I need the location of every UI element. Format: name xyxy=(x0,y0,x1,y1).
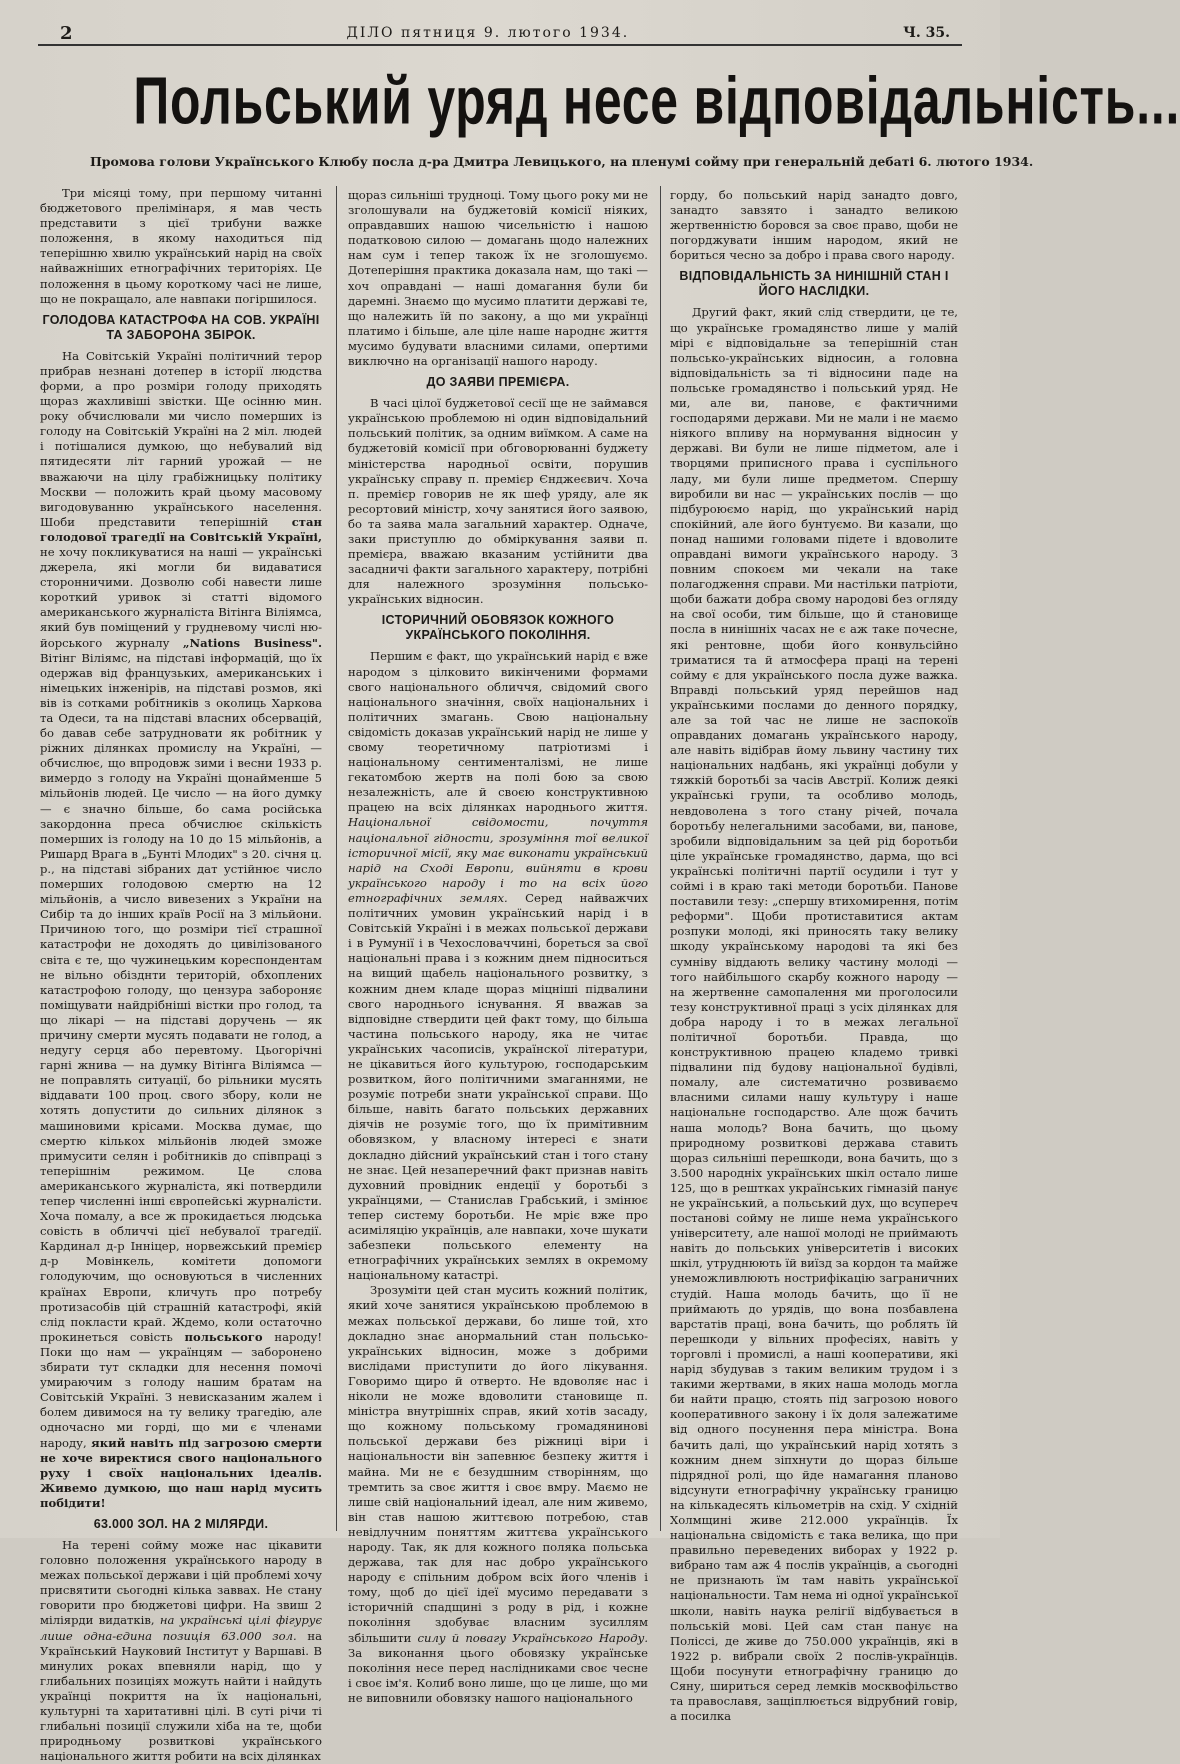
text-run: Зрозуміти цей стан мусить кожний політик, який хоче занятися українською проблемою в межах польської держави, бо лише той, хто докладно знає анормальний стан польсько-українських відносин, може з добрими вислідами приступити до його лікування. Говоримо щиро й отверто. Не вдоволяє нас і ніколи не може вдоволити становище п. міністра внутрішніх справ, який хотів засаду, що кожному польському громадянинові польської держави без ріжниці віри і національности він запевнює безпеку життя і майна. Ми не є безудшним створінням, що тремтить за своє життя і своє вмру. Маємо не лише свій національний ідеал, але ним живемо, він став нашою життєвою потребою, став невідлучним поняттям життєва українського народу. Так, як для кожного поляка польська держава, так для нас добро українського народу є спільним добром всіх його членів і тому, щоб до цієї ідеї мусимо передавати з історичній спадщині з роду в рід, і кожне покоління здобуває власним зусиллям збільшити xyxy=(348,1283,648,1645)
main-headline: Польський уряд несе відповідальність... xyxy=(133,62,1180,139)
text-run: На терені сойму може нас цікавити головно положення українського народу в межах польської держави і цій проблемі хочу присвятити сьогодні кілька заввах. Не стану говорити про бюджетові цифри. На звиш 2 міліярди видатків, xyxy=(40,1537,322,1628)
text-run: Серед найважчих політичних умовин український нарід і в Совітській Україні і в межах польської держави і в Румунії і в Чехословаччині, бореться за свої національні права і з кожним днем підноситься на вищий щабель національного розвитку, з кожним днем кладе щораз міцніші підвалини свого народнього існування. Я вважав за відповідне ствердити цей факт тому, що більша частина польського народу, яка не читає українських часописів, українскої літератури, не цікавиться його культурою, господарським розвитком, його політичними змаганнями, не розуміє потреби знати української справи. Що більше, навіть багато польських державних діячів не розуміє того, що їх примітивним обовязком, у власному інтересі є знати докладно дійсний український стан і того стану не знає. Цей незаперечний факт признав навіть духовний провідник ендеції у боротьбі з українцями, — Станислав Грабський, і змінює тепер систему боротьби. Не мріє вже про асиміляцію українців, але навпаки, хоче шукати забезпеки польського елементу на етнографічних українських землях в окремому національному катастрі. xyxy=(348,890,648,1283)
paragraph xyxy=(348,1283,648,1706)
paragraph: В часі цілої буджетової сесії ще не займався українською проблемою ні один відповідальний польський політик, за одним виїмком. А саме на буджетовій комісії при обговорюванні буджету міністерства народньої освіти, порушив українську справу п. премієр Єнджеєвич. Хоча п. премієр говорив не як шеф уряду, але як ресортовий міністр, хочу занятися його заявою, бо та заява мала загальний характер. Одначе, заки приступлю до обміркування заяви п. премієра, вважаю вказаним устійнити два засадничі факти загального характеру, потрібні для належного зрозуміння польсько-українських відносин. xyxy=(348,396,648,607)
section-heading: ГОЛОДОВА КАТАСТРОФА НА СОВ. УКРАЇНІ ТА ЗАБОРОНА ЗБІРОК. xyxy=(42,312,320,342)
text-run: на Український Науковий Інститут у Варшаві. В минулих роках впевняли нарід, що у глибальних позиціях можуть найти і найдуть українці покриття на їх національні, культурні та харитативні цілі. В суті річи ті глибальні позиції служили хіба на те, щоби природньому розвиткові українського національного життя робити на всіх ділянках xyxy=(40,1628,323,1764)
column-1 xyxy=(40,186,323,1764)
section-heading: ДО ЗАЯВИ ПРЕМІЄРА. xyxy=(426,375,570,390)
paragraph: горду, бо польський нарід занадто довго, занадто завзято і занадто великою жертвенністю боровся за своє право, щоби не погорджувати іншим народом, який не бориться чесно за добро і права свого народу. xyxy=(670,188,958,263)
issue-number: Ч. 35. xyxy=(903,25,950,41)
paragraph xyxy=(348,649,648,1283)
bold-text: польського xyxy=(184,1329,263,1344)
paragraph xyxy=(40,1538,322,1764)
text-run: На Совітській Україні політичний терор прибрав незнані дотепер в історії людства форми, а про розміри голоду приходять щораз жахливіші звістки. Ще осінню мин. року обчислювали ми число померших із голоду на Совітській Україні на 2 міл. людей і потішалися думкою, що небувалий від пятидесяти літ гарний урожай — не вважаючи на цілу грабіжницьку політику Москви — положить край цьому масовому вигодовуванню українського населення. Шоби представити теперішній xyxy=(40,348,322,529)
section-heading: ІСТОРИЧНИЙ ОБОВЯЗОК КОЖНОГО УКРАЇНСЬКОГО ПОКОЛІННЯ. xyxy=(381,613,615,643)
italic-text: на українські цілі фігурує лише одна-єдина позиція 63.000 зол. xyxy=(40,1613,323,1643)
article-subtitle: Промова голови Українського Клюбу посла д-ра Дмитра Левицького, на пленумі сойму при генеральній дебаті 6. лютого 1934. xyxy=(90,154,1034,169)
bold-text: „Nations Business". xyxy=(182,635,322,650)
column-divider xyxy=(660,186,661,1531)
column-3 xyxy=(670,188,958,1724)
column-2 xyxy=(348,188,649,1705)
page-header xyxy=(60,22,950,44)
bold-text: стан голодової трагедії на Совітській Україні, xyxy=(40,514,322,544)
paragraph xyxy=(40,349,322,1511)
text-run: Вітінг Віліямс, на підставі інформацій, що їх одержав від французьких, американських і німецьких інженірів, на підставі розмов, які вів із сотками робітників з околиць Харкова та Одеси, та на підставі власних обсервацій, бо давав себе затрудновати як робітник у ріжних ділянках промислу на Україні, — обчислює, що впродовж зими і весни 1933 р. вимердо з голоду на Україні щонайменше 5 мільйонів людей. Це число — на його думку — є значно більше, бо сама російська закордонна преса обчислює скількість померших із голоду на 10 до 15 мільйонів, а Ришард Врага в „Бунті Млодих" з 20. січня ц. р., на підставі зібраних дат устійнює число померших голодовою смертю на 12 мільйонів, а число вивезених з України на Сибір та до інших країв Росії на 3 мільйони. Причиною того, що розміри тієї страшної катастрофи не доходять до цивілізованого світа є те, що чужинецьким кореспондентам не вільно обізднти територій, обхоплених катастрофою голоду, що цензура забороняє поміщувати найдрібніші вістки про голод, та що лікарі — на підставі доручень — як причину смерти мусять подавати не голод, а недугу серця або перевтому. Цьогорічні гарні жнива — на думку Вітінга Віліямса — не поправлять ситуації, бо рільники мусять віддавати 100 проц. свого збору, коли не хотять допустити до сильних ділянок з машиновими крісами. Москва думає, що смертю кількох мільйонів людей зможе примусити селян і робітників до співпраці з теперішнім режимом. Це слова американського журналіста, які потвердили тепер численні інші європейські журналісти. Хоча помалу, а все ж прокидається людська совість в обличчі цієї небувалої трагедії. Кардинал д-р Інніцер, норвежський премієр д-р Мовінкель, комітети допомоги голодуючим, що основуються в численних країнах Европи, кличуть про потребу протизасобів цій страшній катастрофі, якій слід покласти край. Ждемо, коли остаточно прокинеться совість xyxy=(40,650,322,1344)
paragraph: щораз сильніші трудноці. Тому цього року ми не зголошували на буджетовій комісії ніяких, оправдавших нашою чисельністю і нашою податковою силою — домагань щодо належних нам сум і тепер також їх не зголошуємо. Дотеперішня практика доказала нам, що такі — хоч оправдані — наші домагання були би даремні. Знаємо що мусимо платити державі те, що належить їй по закону, а що ми українці платимо і більше, але ціле наше народнє життя мусимо будувати власними силами, опертими виключно на організації нашого народу. xyxy=(348,188,648,369)
text-run: За виконання цього обовязку українське покоління несе перед наслідниками своє чесне і своє ім'я. Колиб воно лише, що це лише, що ми не виповнили обовязку нашого національного xyxy=(348,1645,648,1705)
page-number: 2 xyxy=(60,22,73,44)
text-run: народу! Поки що нам — українцям — заборонено збирати тут складки для несення помочі умираючим з голоду нашим братам на Совітській Україні. З невисказаним жалем і болем дивимося на ту велику трагедію, але одночасно ми горді, що ми є членами народу, xyxy=(40,1329,323,1450)
section-heading: 63.000 ЗОЛ. НА 2 МІЛЯРДИ. xyxy=(93,1516,269,1531)
column-divider xyxy=(336,186,337,1531)
text-run: Першим є факт, що український нарід є вже народом з цілковито викінченими формами свого національного обличчя, свідомий свого національного значіння, своїх національних і політичних змагань. Свою національну свідомість доказав український нарід не лише у свому теоретичному патріотизмі і національному сентименталізмі, не лише гекатомбою жертв на полі бою за свою незалежність, але й своєю конструктивною працею на всіх ділянках народнього життя. xyxy=(348,649,648,815)
section-heading: ВІДПОВІДАЛЬНІСТЬ ЗА НИНІШНІЙ СТАН І ЙОГО НАСЛІДКИ. xyxy=(679,269,949,299)
bold-text: який навіть під загрозою смерти не хоче виректися свого національного руху і своїх національних ідеалів. Живемо думкою, що наш нарід мусить побідити! xyxy=(40,1435,323,1510)
header-rule xyxy=(38,44,962,46)
italic-text: силу й повагу Українського Народу. xyxy=(417,1630,649,1645)
paragraph: Другий факт, який слід ствердити, це те, що українське громадянство лише у малій мірі є відповідальне за теперішній стан польсько-українських відносин, а головна відповідальність за ті відносини паде на польське громадянство і польський уряд. Не ми, але ви, панове, є фактичними господарями держави. Ми не мали і не маємо ніякого впливу на нормування відносин у державі. Ви були не лише підметом, але і творцями приписного права і суспільного ладу, ми були лише предметом. Спершу виробили ви нас — українських послів — що підбуроюємо нарід, що український нарід спокійний, але його бунтуємо. Ви казали, що понад нашими головами підете і вдоволите оправдані вимоги українського народу. З повним спокоєм ми чекали на таке полагодження справи. Ми настільки патріоти, щоби бажати добра свому народові без огляду на свої особи, тим більше, що й становище посла в нинішніх часах не є аж таке почесне, які рентовне, щоби його конвульсійно триматися та й атмосфера праці на терені сойму є для українського посла дуже важка. Вправді польський уряд перейшов над українськими послами до денного порядку, але за той час не лише не заспокоїв оправданих домагань українського народу, але навіть відібрав йому львину частину тих національних надбань, які українці добули у тяжкій боротьбі за часів Австрії. Колиж деякі українські групи, та особливо молодь, невдоволена з того стану річей, почала боротьбу нелегальними засобами, ви, панове, зробили відповідальним за цей рід боротьби ціле українське громадянство, дарма, що всі українські політичні партії осудили і тут у соймі і в краю такі методи боротьби. Панове поставили тезу: „спершу втихомирення, потім реформи". Щоби протиставитися актам розпуки молоді, які приносять таку велику шкоду українському народові та які без сумніву віддають велику частину молоді — того найбільшого скарбу кожного народу — на жертвенне самопалення ми проголосили тезу конструктивної праці з усіх ділянках для добра народу і то в межах легальної політичної боротьби. Правда, що конструктивною працею кладемо тривкі підвалини під будову національної будівлі, помалу, але систематично розвиваємо власними силами нашу культуру і наше національне господарство. Але щож бачить наша молодь? Вона бачить, що цьому природному розвиткові держава ставить щораз сильніші перешкоди, вона бачить, що з 3.500 народніх українських шкіл остало лише 125, що в рештках українських гімназій панує не український, а польський дух, що всупереч постанові сойму не лише нема українського університету, але нашої молоді не приймають навіть до польських університетів і високих шкіл, утруднюють їй виїзд за кордон та майже унеможливлюють нострифікацію заграничних студій. Наша молодь бачить, що її не приймають до урядів, що вона позбавлена варстатів праці, вона бачить, що роблять їй перешкоди у вільних професіях, навіть у торговлі і промислі, а наші кооперативи, які нарід збудував з таким великим трудом і з такими жертвами, в яких наша молодь могла би найти працю, стоять під загрозою нового кооперативного закону і їх доля залежатиме від одного посунення пера міністра. Вона бачить далі, що український нарід хотять з кожним днем зіпхнути до щораз більше підрядної ролі, що йде намагання планово відсунути етнографічну українську границю на кількадесять кільометрів на схід. У східній Холмщині живе 212.000 українців. Їх національна свідомість є така велика, що при правильно переведених виборах у 1922 р. вибрано там аж 4 послів українців, а сьогодні не признають їм там навіть української національности. Там нема ні одної української школи, навіть наука релігії відбувається в польській мові. Цей сам стан панує на Поліссі, де живе до 750.000 українців, які в 1922 р. вибрали своїх 2 послів-українців. Щоби посунути етнографічну границю до Сяну, шириться серед лемків москвофільство та православя, защіплюється відрубний говір, а посилка xyxy=(670,305,958,1724)
paragraph: Три місяці тому, при першому читанні бюджетового прелімінаря, я мав честь представити з цієї трибуни важке положення, в якому находиться під теперішню хвилю український нарід на своїх найважніших етнографічних територіях. Це положення в цьому короткому часі не лише, що не покращало, але навпаки погіршилося. xyxy=(40,186,322,306)
paper-date-line: ДІЛО пятниця 9. лютого 1934. xyxy=(346,25,630,41)
text-run: не хочу покликуватися на наші — українські джерела, які могли би видаватися сторонничими. Дозволю собі навести лише короткий уривок зі статті відомого американського журналіста Вітінга Віліямса, який був поміщений у грудневому числі ню-йорського журналу xyxy=(40,544,322,650)
italic-text: Національної свідомости, почуття національної гідности, зрозуміння тої великої історичної місії, яку має виконати український нарід на Сході Европи, вийняти в крови українського народу і то на всіх його етнографічних землях. xyxy=(348,815,648,905)
